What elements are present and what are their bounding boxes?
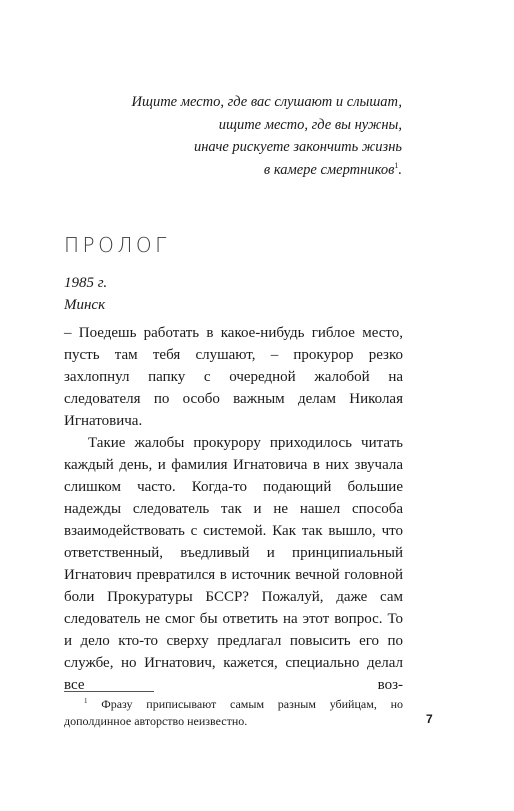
page-number: 7: [426, 712, 433, 726]
body-text: [64, 322, 403, 696]
chapter-year: 1985 г.: [64, 275, 108, 291]
paragraph: Такие жалобы прокурору приходилось читать каждый день, и фамилия Игнатовича в них звучала слишком часто. Когда-то подающий большие надежды следователь так и не нашел способа взаимодействовать с системой. Как так вышло, что ответственный, въедливый и принципиальный Игнатович превратился в источник вечной головной боли Прокуратуры БССР? Пожалуй, даже сам следователь не смог бы ответить на этот вопрос. То и дело кто-то сверху предлагал повысить его по службе, но Игнатович, кажется, специально делал все воз-: [64, 435, 403, 693]
epigraph-line: ищите место, где вы нужны,: [218, 116, 402, 133]
epigraph-line: иначе рискуете закончить жизнь: [193, 139, 402, 155]
epigraph: [132, 91, 402, 181]
epigraph-period: .: [398, 161, 402, 178]
footnote-reference[interactable]: 1: [394, 160, 399, 170]
epigraph-line: Ищите место, где вас слушают и слышат,: [131, 94, 402, 110]
chapter-place: Минск: [64, 297, 106, 313]
chapter-meta: [64, 272, 107, 316]
epigraph-line-last: [132, 159, 402, 182]
footnote: [64, 696, 403, 730]
footnote-mark: 1: [84, 697, 88, 705]
paragraph: – Поедешь работать в какое-нибудь гиблое место, пусть там тебя слушают, – прокурор резко захлопнул папку с очередной жалобой на следователя по особо важным делам Николая Игнатовича.: [64, 325, 403, 429]
epigraph-line-text: в камере смертников: [263, 161, 395, 178]
footnote-text: Фразу приписывают самым разным убийцам, но дополдинное авторство неизвестно.: [64, 697, 403, 728]
footnote-divider: [64, 691, 154, 692]
chapter-title: ПРОЛОГ: [64, 233, 170, 257]
